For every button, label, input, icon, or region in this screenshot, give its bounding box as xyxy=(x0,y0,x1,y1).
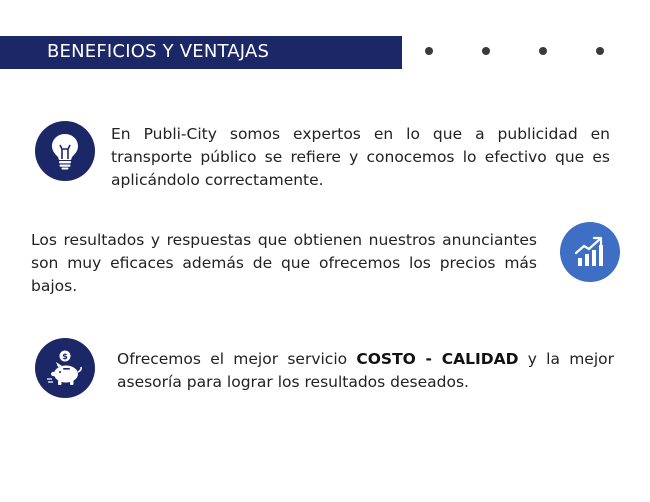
page-title: BENEFICIOS Y VENTAJAS xyxy=(47,41,270,62)
decorative-dot xyxy=(539,47,547,55)
piggy-bank-icon xyxy=(35,338,95,398)
highlight-cost-quality: COSTO - CALIDAD xyxy=(356,350,519,368)
decorative-dot xyxy=(596,47,604,55)
benefit-text-cost-quality: Ofrecemos el mejor servicio COSTO - CALIDAD y la mejor asesoría para lograr los resultados deseados. xyxy=(117,350,614,391)
benefit-text-expertise: En Publi-City somos expertos en lo que a publicidad en transporte público se refiere y conocemos lo efectivo que es aplicándolo correctamente. xyxy=(111,125,610,189)
decorative-dot xyxy=(425,47,433,55)
lightbulb-icon xyxy=(35,121,95,181)
decorative-dot xyxy=(482,47,490,55)
svg-text:$: $ xyxy=(62,352,68,361)
header-banner xyxy=(0,36,402,69)
benefit-text-results: Los resultados y respuestas que obtienen nuestros anunciantes son muy eficaces además de que ofrecemos los precios más bajos. xyxy=(31,231,537,295)
growth-chart-icon xyxy=(560,222,620,282)
